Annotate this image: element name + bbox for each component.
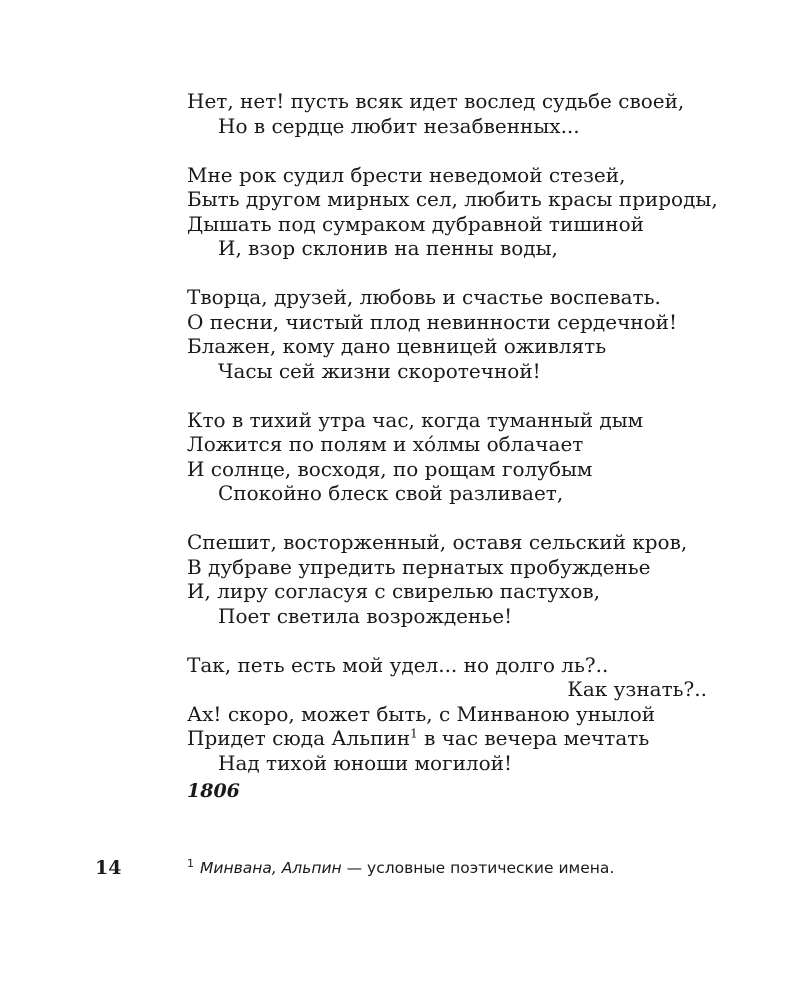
footnote-mark: 1 — [187, 856, 194, 870]
poem-line: Блажен, кому дано цевницей оживлять — [187, 334, 607, 358]
poem-line: Быть другом мирных сел, любить красы природы, — [187, 187, 718, 211]
poem-line: Но в сердце любит незабвенных... — [218, 113, 580, 138]
poem-line: Нет, нет! пусть всяк идет вослед судьбе своей, — [187, 89, 685, 113]
stanza — [187, 653, 747, 776]
poem — [187, 89, 747, 804]
poem-line: Ложится по полям и хо́лмы облачает — [187, 432, 584, 456]
poem-line: Кто в тихий утра час, когда туманный дым — [187, 407, 644, 432]
poem-line: И, взор склонив на пенны воды, — [218, 236, 558, 260]
stanza — [187, 89, 747, 138]
poem-line: Над тихой юноши могилой! — [218, 750, 513, 775]
poem-line: О песни, чистый плод невинности сердечной! — [187, 309, 678, 334]
poem-line: Дышать под сумраком дубравной тишиной — [187, 211, 644, 236]
poem-line: В дубраве упредить пернатых пробужденье — [187, 554, 651, 579]
stanza — [187, 163, 747, 261]
poem-line: Творца, друзей, любовь и счастье воспевать. — [187, 285, 661, 309]
footnote — [187, 856, 615, 877]
poem-line: И солнце, восходя, по рощам голубым — [187, 456, 593, 481]
poem-line-text: Придет сюда Альпин — [187, 726, 411, 750]
stanza — [187, 285, 747, 383]
page-number: 14 — [95, 857, 122, 879]
footnote-reference[interactable]: 1 — [410, 726, 418, 741]
poem-line-text: в час вечера мечтать — [417, 726, 650, 750]
poem-line — [187, 726, 747, 751]
footnote-names: Минвана, Альпин — [200, 859, 342, 877]
footnote-text: — условные поэтические имена. — [341, 859, 615, 877]
poem-date: 1806 — [187, 780, 240, 802]
poem-line: Ах! скоро, может быть, с Минваною унылой — [187, 701, 656, 726]
poem-line: Мне рок судил брести неведомой стезей, — [187, 162, 626, 187]
poem-line: Спешит, восторженный, оставя сельский кров, — [187, 530, 688, 554]
stanza — [187, 408, 747, 506]
poem-line: Как узнать?.. — [567, 677, 707, 701]
poem-line: И, лиру согласуя с свирелью пастухов, — [187, 579, 600, 603]
stanza — [187, 530, 747, 628]
poem-line: Часы сей жизни скоротечной! — [218, 358, 541, 383]
poem-line: Спокойно блеск свой разливает, — [218, 481, 564, 505]
poem-line: Поет светила возрожденье! — [218, 603, 513, 628]
poem-line: Так, петь есть мой удел... но долго ль?.. — [187, 652, 609, 677]
